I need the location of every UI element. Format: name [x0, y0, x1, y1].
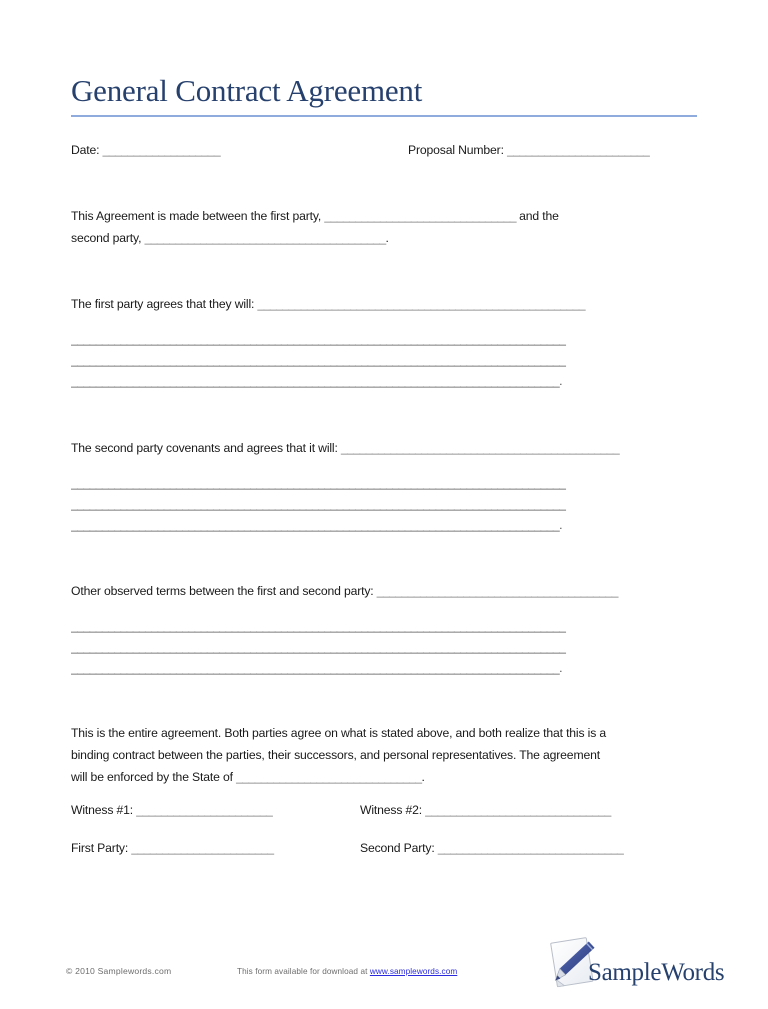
section-heading-label: Other observed terms between the first and second party: — [71, 584, 374, 598]
witness-1-blank[interactable]: ______________________ — [136, 803, 273, 817]
section-heading — [71, 293, 697, 315]
party-row — [71, 837, 697, 875]
date-label: Date: — [71, 143, 100, 157]
page-title: General Contract Agreement — [71, 73, 423, 108]
witness-1-field[interactable] — [71, 799, 360, 837]
second-party-signature-field[interactable] — [360, 837, 697, 875]
blank-line[interactable]: _______________________________________________________________________________. — [71, 518, 562, 532]
closing-line-2: binding contract between the parties, their successors, and personal representatives. The agreement — [71, 748, 600, 762]
header-fields-row — [71, 139, 697, 161]
intro-paragraph — [71, 205, 671, 249]
closing-line-3-prefix: will be enforced by the State of — [71, 770, 233, 784]
document-header — [71, 72, 697, 117]
page-footer — [0, 966, 768, 988]
first-party-label: First Party: — [71, 841, 129, 855]
intro-line-1-suffix: and the — [519, 209, 559, 223]
blank-line[interactable]: ________________________________________________________________________________ — [71, 476, 566, 490]
intro-line-1-prefix: This Agreement is made between the first party, — [71, 209, 322, 223]
second-party-label: Second Party: — [360, 841, 435, 855]
section-second-party-obligations — [71, 437, 697, 536]
blank-line[interactable]: _______________________________________________________________________________. — [71, 374, 562, 388]
section-heading-blank[interactable]: _____________________________________________ — [340, 441, 619, 455]
intro-line-2-prefix: second party, — [71, 231, 142, 245]
witness-2-blank[interactable]: ______________________________ — [425, 803, 611, 817]
logo-wordmark: SampleWords — [588, 959, 725, 986]
section-blank-lines — [71, 616, 697, 679]
blank-line[interactable]: _______________________________________________________________________________. — [71, 661, 562, 675]
section-blank-lines — [71, 329, 697, 392]
section-other-terms — [71, 580, 697, 679]
date-input-blank[interactable]: ___________________ — [102, 143, 221, 157]
second-party-name-blank[interactable]: _______________________________________ — [144, 231, 386, 245]
first-party-name-blank[interactable]: _______________________________ — [324, 209, 516, 223]
section-heading — [71, 437, 697, 459]
blank-line[interactable]: ________________________________________________________________________________ — [71, 640, 566, 654]
proposal-number-field[interactable] — [408, 139, 697, 161]
intro-line-1 — [71, 205, 671, 227]
first-party-signature-field[interactable] — [71, 837, 360, 875]
intro-line-2 — [71, 227, 671, 249]
blank-line[interactable]: ________________________________________________________________________________ — [71, 619, 566, 633]
section-heading — [71, 580, 697, 602]
title-divider — [71, 115, 697, 117]
samplewords-link[interactable]: www.samplewords.com — [369, 967, 458, 976]
date-field[interactable] — [71, 139, 408, 161]
blank-line[interactable]: ________________________________________________________________________________ — [71, 497, 566, 511]
closing-paragraph — [71, 722, 683, 788]
witness-row — [71, 799, 697, 837]
proposal-number-label: Proposal Number: — [408, 143, 504, 157]
blank-line[interactable]: ________________________________________________________________________________ — [71, 353, 566, 367]
section-heading-blank[interactable]: _______________________________________ — [376, 584, 618, 598]
section-first-party-obligations — [71, 293, 697, 392]
proposal-number-input-blank[interactable]: _______________________ — [507, 143, 650, 157]
copyright-text: © 2010 Samplewords.com — [66, 966, 172, 976]
first-party-signature-blank[interactable]: _______________________ — [131, 841, 274, 855]
intro-line-2-suffix: . — [385, 231, 389, 245]
signature-block — [71, 799, 697, 875]
download-notice — [237, 967, 457, 976]
second-party-signature-blank[interactable]: ______________________________ — [437, 841, 624, 855]
section-heading-label: The first party agrees that they will: — [71, 297, 255, 311]
download-notice-text: This form available for download at — [237, 967, 370, 976]
witness-2-label: Witness #2: — [360, 803, 423, 817]
section-heading-blank[interactable]: _____________________________________________________ — [257, 297, 585, 311]
section-heading-label: The second party covenants and agrees that it will: — [71, 441, 338, 455]
closing-line-3 — [71, 766, 683, 788]
witness-2-field[interactable] — [360, 799, 697, 837]
closing-line-1: This is the entire agreement. Both parties agree on what is stated above, and both realize that this is a — [71, 726, 607, 740]
governing-state-blank[interactable]: ______________________________ — [236, 770, 422, 784]
section-blank-lines — [71, 473, 697, 536]
blank-line[interactable]: ________________________________________________________________________________ — [71, 332, 566, 346]
closing-line-3-suffix: . — [421, 770, 425, 784]
witness-1-label: Witness #1: — [71, 803, 134, 817]
